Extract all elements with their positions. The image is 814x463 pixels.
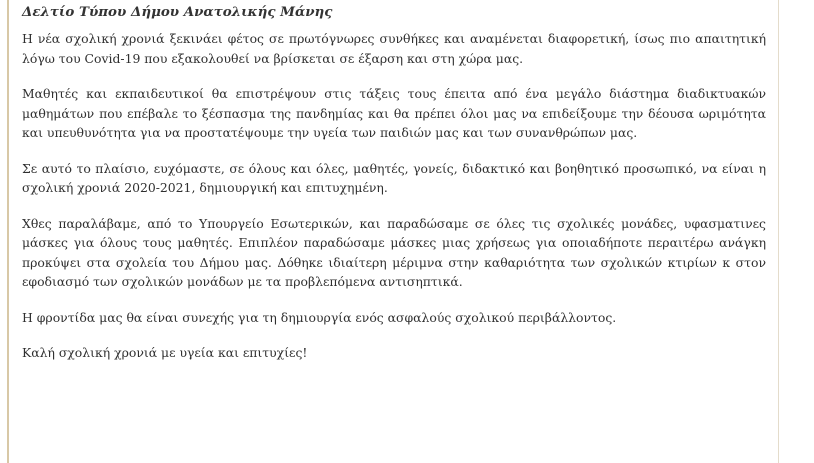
paragraph-return-to-class: Μαθητές και εκπαιδευτικοί θα επιστρέψουν στις τάξεις τους έπειτα από ένα μεγάλο διάστημα διαδικτυακών μαθημάτων που επέβαλε το ξέσπασμα της πανδημίας και θα πρέπει όλοι μας να επιδείξουμε την δέουσα ωριμότητα και υπευθυνότητα για να προστατέψουμε την υγεία των παιδιών μας και των συνανθρώπων μας. — [22, 86, 766, 140]
paragraph-masks: Χθες παραλάβαμε, από το Υπουργείο Εσωτερικών, και παραδώσαμε σε όλες τις σχολικές μονάδες, υφασματινες μάσκες για όλους τους μαθητές. Επιπλέον παραδώσαμε μάσκες μιας χρήσεως για οποιαδήποτε περαιτέρω ανάγκη προκύψει στα σχολεία του Δήμου μας. Δόθηκε ιδιαίτερη μέριμνα στην καθαριότητα των σχολικών κτιρίων κ στον εφοδιασμό των σχολικών μονάδων με τα προβλεπόμενα αντισηπτικά. — [22, 215, 766, 289]
paragraph-care: Η φροντίδα μας θα είναι συνεχής για τη δημιουργία ενός ασφαλούς σχολικού περιβάλλοντος. — [22, 309, 617, 325]
paragraph-closing: Καλή σχολική χρονιά με υγεία και επιτυχίες! — [22, 345, 308, 360]
right-border-rule — [778, 0, 779, 463]
press-release-content — [22, 2, 766, 363]
press-release-title: Δελτίο Τύπου Δήμου Ανατολικής Μάνης — [22, 4, 333, 20]
paragraph-wishes: Σε αυτό το πλαίσιο, ευχόμαστε, σε όλους και όλες, μαθητές, γονείς, διδακτικό και βοηθητικό προσωπικό, να είναι η σχολική χρονιά 2020-2021, δημιουργική και επιτυχημένη. — [22, 160, 766, 195]
left-border-rule — [7, 0, 9, 463]
paragraph-intro: Η νέα σχολική χρονιά ξεκινάει φέτος σε πρωτόγνωρες συνθήκες και αναμένεται διαφορετική, ίσως πιο απαιτητική λόγω του Covid-19 που εξακολουθεί να βρίσκεται σε έξαρση και στη χώρα μας. — [22, 31, 766, 66]
